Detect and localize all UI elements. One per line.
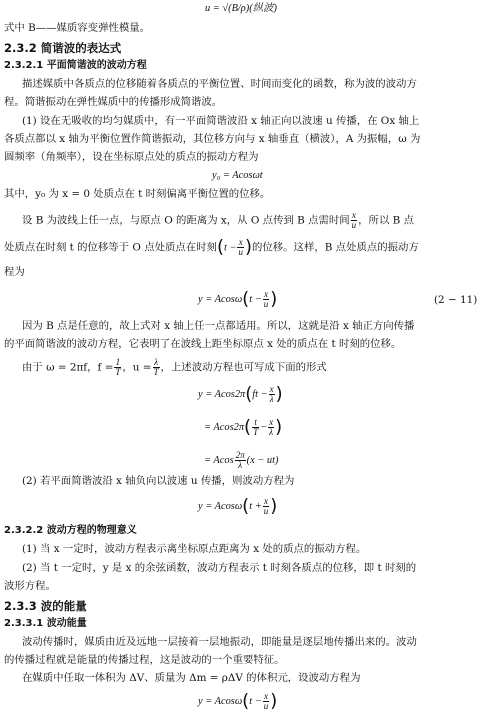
fraction-x-over-u: $\frac{x}{u}$ bbox=[351, 210, 357, 230]
paragraph-line: 因为 B 点是任意的，故上式对 x 轴上任一点都适用。所以，这就是沿 x 轴正方向传播 bbox=[22, 320, 415, 332]
fraction-2pi-over-lambda: $\frac{2\pi}{\lambda}$ bbox=[235, 450, 245, 470]
paragraph-line: 圆频率（角频率），设在坐标原点处的质点的振动方程为 bbox=[4, 151, 259, 163]
fraction-x-over-u: $\frac{x}{u}$ bbox=[263, 496, 269, 516]
paragraph-line: 的平面简谐波的波动方程，它表明了在波线上距坐标原点 x 处的质点在 t 时刻的位移。 bbox=[4, 338, 402, 350]
origin-vibration-equation: y₀ = Acosωt bbox=[212, 170, 263, 181]
fraction-x-over-lambda: $\frac{x}{\lambda}$ bbox=[269, 384, 274, 404]
paragraph-line: 处质点在时刻 t 的位移等于 O 点处质点在时刻(t − $\frac{x}{u}$ )的位移。这样，B 点处质点的振动方 bbox=[4, 236, 419, 258]
equation-number: (2 − 11) bbox=[434, 294, 478, 306]
subsection-heading-2-3-3-1: 2.3.3.1 波动能量 bbox=[4, 618, 87, 629]
fraction-x-over-u: $\frac{x}{u}$ bbox=[263, 289, 269, 309]
paragraph-line: 的传播过程就是能量的传播过程，这是波动的一个重要特征。 bbox=[4, 654, 285, 666]
wave-equation-wavelength-form: = Acos $\frac{2\pi}{\lambda}$ (x − ut) bbox=[204, 450, 279, 470]
wave-equation-frequency-form: y = Acos2π(ft − $\frac{x}{\lambda}$ ) bbox=[198, 383, 283, 405]
paragraph-line: 设 B 为波线上任一点，与原点 O 的距离为 x，从 O 点传到 B 点需时间 $\frac{x}{u}$ ，所以 B 点 bbox=[22, 210, 414, 230]
wave-equation-period-form: = Acos2π( $\frac{t}{T}$ − $\frac{x}{\lambda}$ ) bbox=[204, 416, 283, 438]
fraction-x-over-u: $\frac{x}{u}$ bbox=[263, 691, 269, 711]
paragraph-line: 在媒质中任取一体积为 ΔV、质量为 Δm = ρΔV 的体积元，设波动方程为 bbox=[22, 672, 361, 684]
paragraph-line: 由于 ω = 2πf，f = $\frac{1}{T}$ ，u = $\frac{\lambda}{T}$ ，上述波动方程也可写成下面的形式 bbox=[22, 357, 327, 377]
paragraph-line: (2) 若平面简谐波沿 x 轴负向以波速 u 传播，则波动方程为 bbox=[22, 475, 295, 487]
paragraph-line: (1) 设在无吸收的均匀媒质中，有一平面简谐波沿 x 轴正向以波速 u 传播，在 Ox 轴上 bbox=[22, 115, 420, 127]
wave-equation-positive: y = Acosω(t − $\frac{x}{u}$ ) bbox=[198, 288, 278, 310]
paragraph-line: 各质点都以 x 轴为平衡位置作简谐振动，其位移方向与 x 轴垂直（横波），A 为振幅，ω 为 bbox=[4, 133, 421, 145]
paragraph-line: (1) 当 x 一定时，波动方程表示离坐标原点距离为 x 处的质点的振动方程。 bbox=[22, 543, 367, 555]
paragraph-line: (2) 当 t 一定时，y 是 x 的余弦函数，波动方程表示 t 时刻各质点的位移，即 t 时刻的 bbox=[22, 562, 417, 574]
fraction-lambda-over-T: $\frac{\lambda}{T}$ bbox=[153, 357, 159, 377]
wave-speed-formula: u = √(B/ρ)(纵波) bbox=[205, 3, 277, 14]
paragraph-line: 波动传播时，媒质由近及远地一层接着一层地振动，即能量是逐层地传播出来的。波动 bbox=[22, 636, 417, 648]
fraction-t-over-T: $\frac{t}{T}$ bbox=[253, 417, 259, 437]
paragraph-line: 程为 bbox=[4, 266, 25, 278]
subsection-heading-2-3-2-2: 2.3.2.2 波动方程的物理意义 bbox=[4, 525, 137, 536]
fraction-1-over-T: $\frac{1}{T}$ bbox=[115, 357, 121, 377]
wave-equation-energy-section: y = Acosω(t − $\frac{x}{u}$ ) bbox=[198, 690, 278, 712]
definition-line: 式中 B——媒质容变弹性模量。 bbox=[4, 22, 151, 34]
subsection-heading-2-3-2-1: 2.3.2.1 平面简谐波的波动方程 bbox=[4, 60, 147, 71]
section-heading-2-3-2: 2.3.2 简谐波的表达式 bbox=[4, 41, 122, 55]
paragraph-line: 程。简谐振动在弹性媒质中的传播形成简谐波。 bbox=[4, 96, 223, 108]
paragraph-line: 波形方程。 bbox=[4, 580, 56, 592]
paragraph-line: 描述媒质中各质点的位移随着各质点的平衡位置、时间而变化的函数，称为波的波动方 bbox=[22, 78, 417, 90]
paragraph-line: 其中，y₀ 为 x = 0 处质点在 t 时刻偏离平衡位置的位移。 bbox=[4, 188, 271, 200]
fraction-x-over-lambda: $\frac{x}{\lambda}$ bbox=[269, 417, 274, 437]
fraction-x-over-u: $\frac{x}{u}$ bbox=[238, 237, 243, 257]
wave-equation-negative: y = Acosω(t + $\frac{x}{u}$ ) bbox=[198, 495, 278, 517]
section-heading-2-3-3: 2.3.3 波的能量 bbox=[4, 599, 87, 613]
